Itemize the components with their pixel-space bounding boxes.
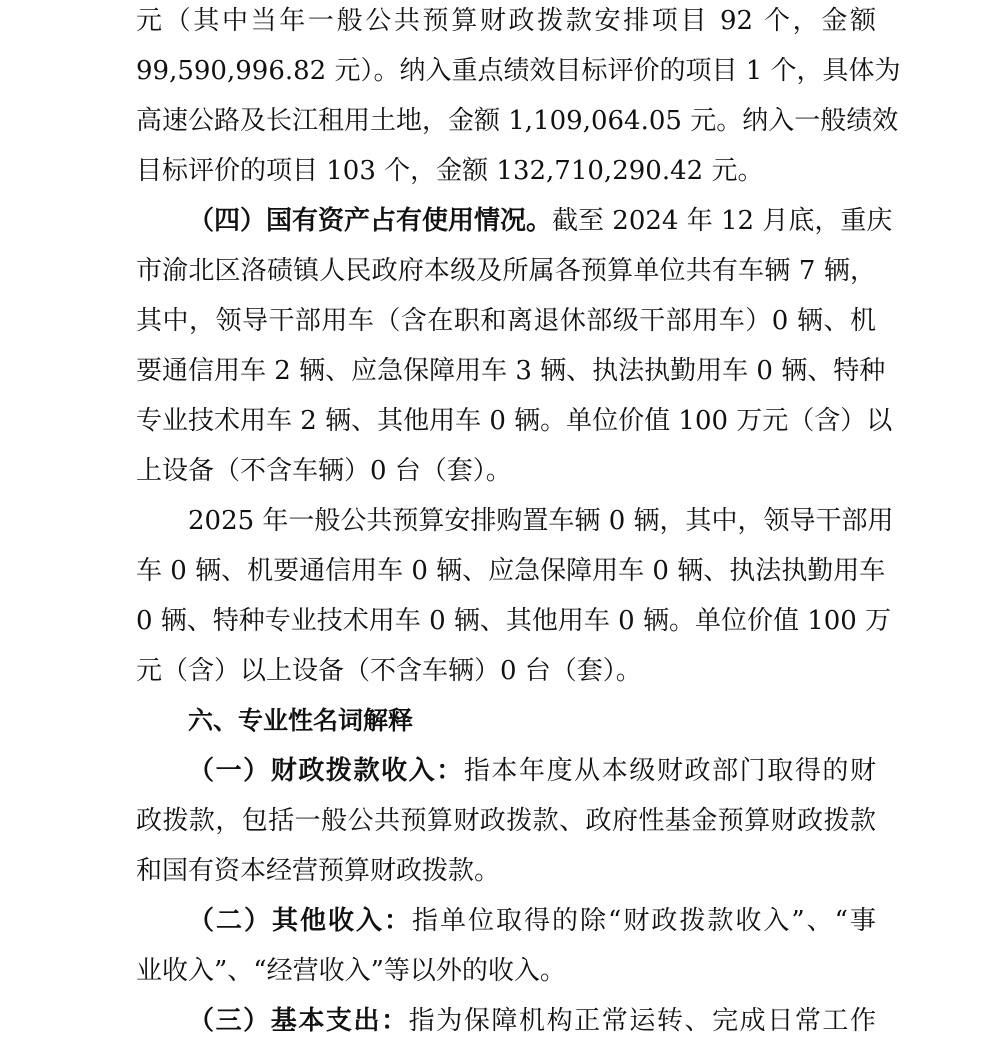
text-line: 其中，领导干部用车（含在职和离退休部级干部用车）0 辆、机 — [136, 306, 876, 336]
text-line: 上设备（不含车辆）0 台（套）。 — [136, 456, 512, 486]
text-line: 和国有资本经营预算财政拨款。 — [136, 856, 501, 886]
term-1-text: 指本年度从本级财政部门取得的财 — [463, 756, 876, 786]
section-4-first-line — [188, 196, 893, 246]
term-3-first-line — [188, 996, 876, 1046]
term-1-title: （一）财政拨款收入： — [188, 756, 464, 786]
text-line: 99,590,996.82 元）。纳入重点绩效目标评价的项目 1 个，具体为 — [136, 56, 901, 86]
term-3-text: 指为保障机构正常运转、完成日常工作 — [408, 1006, 876, 1036]
text-line: 元（其中当年一般公共预算财政拨款安排项目 92 个，金额 — [136, 6, 876, 36]
text-line: 专业技术用车 2 辆、其他用车 0 辆。单位价值 100 万元（含）以 — [136, 406, 893, 436]
text-line: 要通信用车 2 辆、应急保障用车 3 辆、执法执勤用车 0 辆、特种 — [136, 356, 886, 386]
text-line: 车 0 辆、机要通信用车 0 辆、应急保障用车 0 辆、执法执勤用车 — [136, 556, 886, 586]
term-2-text: 指单位取得的除“财政拨款收入”、“事 — [412, 906, 876, 936]
text-line: 业收入”、“经营收入”等以外的收入。 — [136, 956, 566, 986]
text-line: 元（含）以上设备（不含车辆）0 台（套）。 — [136, 656, 642, 686]
text-line: 市渝北区洛碛镇人民政府本级及所属各预算单位共有车辆 7 辆， — [136, 256, 876, 286]
section-6-heading: 六、专业性名词解释 — [188, 706, 414, 735]
section-4-title: （四）国有资产占有使用情况。 — [188, 206, 553, 236]
text-line: 0 辆、特种专业技术用车 0 辆、其他用车 0 辆。单位价值 100 万 — [136, 606, 892, 636]
section-4-text: 截至 2024 年 12 月底，重庆 — [552, 206, 893, 236]
term-2-title: （二）其他收入： — [188, 906, 413, 936]
term-3-title: （三）基本支出： — [188, 1006, 409, 1036]
term-1-first-line — [188, 746, 876, 796]
term-2-first-line — [188, 896, 876, 946]
text-line: 目标评价的项目 103 个，金额 132,710,290.42 元。 — [136, 156, 764, 186]
text-line: 高速公路及长江租用土地，金额 1,109,064.05 元。纳入一般绩效 — [136, 106, 899, 136]
text-line: 政拨款，包括一般公共预算财政拨款、政府性基金预算财政拨款 — [136, 806, 876, 836]
text-line: 2025 年一般公共预算安排购置车辆 0 辆，其中，领导干部用 — [188, 506, 894, 536]
